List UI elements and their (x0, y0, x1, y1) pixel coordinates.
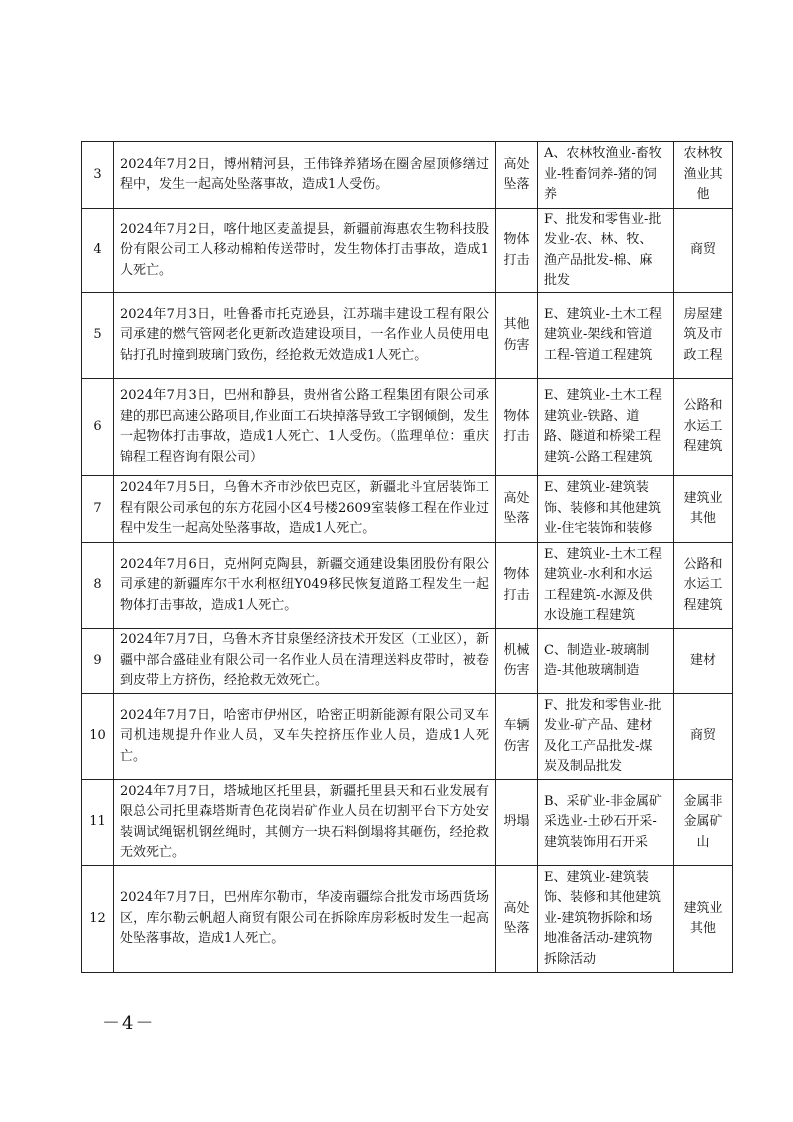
table-row (82, 543, 733, 629)
industry-classification: E、建筑业-建筑装饰、装修和其他建筑业-住宅装饰和装修 (538, 476, 674, 543)
row-number: 3 (82, 142, 114, 209)
industry-category: 公路和水运工程建筑 (674, 543, 733, 629)
row-number: 7 (82, 476, 114, 543)
row-number: 11 (82, 780, 114, 866)
industry-category: 建筑业其他 (674, 866, 733, 973)
accident-type: 物体打击 (496, 379, 538, 476)
accident-type: 物体打击 (496, 543, 538, 629)
accident-type: 车辆伤害 (496, 694, 538, 780)
table-row (82, 142, 733, 209)
accident-description: 2024年7月6日，克州阿克陶县，新疆交通建设集团股份有限公司承建的新疆库尔干水利枢纽Y049移民恢复道路工程发生一起物体打击事故，造成1人死亡。 (114, 543, 496, 629)
row-number: 5 (82, 293, 114, 379)
accident-description: 2024年7月5日，乌鲁木齐市沙依巴克区，新疆北斗宜居装饰工程有限公司承包的东方花园小区4号楼2609室装修工程在作业过程中发生一起高处坠落事故，造成1人死亡。 (114, 476, 496, 543)
industry-category: 商贸 (674, 694, 733, 780)
industry-classification: B、采矿业-非金属矿采选业-土砂石开采-建筑装饰用石开采 (538, 780, 674, 866)
table-row (82, 293, 733, 379)
row-number: 9 (82, 629, 114, 694)
industry-classification: E、建筑业-土木工程建筑业-铁路、道路、隧道和桥梁工程建筑-公路工程建筑 (538, 379, 674, 476)
row-number: 12 (82, 866, 114, 973)
row-number: 8 (82, 543, 114, 629)
industry-category: 建筑业其他 (674, 476, 733, 543)
page-number: －4－ (102, 1013, 156, 1034)
table-row (82, 866, 733, 973)
industry-classification: F、批发和零售业-批发业-农、林、牧、渔产品批发-棉、麻批发 (538, 209, 674, 293)
accident-description: 2024年7月2日，博州精河县，王伟锋养猪场在圈舍屋顶修缮过程中，发生一起高处坠落事故，造成1人受伤。 (114, 142, 496, 209)
accident-type: 高处坠落 (496, 866, 538, 973)
accident-description: 2024年7月7日，巴州库尔勒市，华凌南疆综合批发市场西货场区，库尔勒云帆超人商贸有限公司在拆除库房彩板时发生一起高处坠落事故，造成1人死亡。 (114, 866, 496, 973)
industry-classification: E、建筑业-建筑装饰、装修和其他建筑业-建筑物拆除和场地准备活动-建筑物拆除活动 (538, 866, 674, 973)
industry-category: 建材 (674, 629, 733, 694)
table-row (82, 780, 733, 866)
accident-description: 2024年7月7日，哈密市伊州区，哈密正明新能源有限公司叉车司机违规提升作业人员，叉车失控挤压作业人员，造成1人死亡。 (114, 694, 496, 780)
industry-classification: F、批发和零售业-批发业-矿产品、建材及化工产品批发-煤炭及制品批发 (538, 694, 674, 780)
accident-description: 2024年7月3日，吐鲁番市托克逊县，江苏瑞丰建设工程有限公司承建的燃气管网老化更新改造建设项目，一名作业人员使用电钻打孔时撞到玻璃门致伤，经抢救无效造成1人死亡。 (114, 293, 496, 379)
accident-type: 机械伤害 (496, 629, 538, 694)
accident-description: 2024年7月3日，巴州和静县，贵州省公路工程集团有限公司承建的那巴高速公路项目,作业面工石块掉落导致工字钢倾倒，发生一起物体打击事故，造成1人死亡、1人受伤。（监理单位：重庆锦程工程咨询有限公司） (114, 379, 496, 476)
industry-category: 公路和水运工程建筑 (674, 379, 733, 476)
accident-description: 2024年7月7日，塔城地区托里县，新疆托里县天和石业发展有限总公司托里森塔斯青色花岗岩矿作业人员在切割平台下方处安装调试绳锯机钢丝绳时，其侧方一块石料倒塌将其砸伤，经抢救无效死亡。 (114, 780, 496, 866)
accident-type: 其他伤害 (496, 293, 538, 379)
table-row (82, 694, 733, 780)
row-number: 4 (82, 209, 114, 293)
table-row (82, 379, 733, 476)
row-number: 6 (82, 379, 114, 476)
industry-category: 商贸 (674, 209, 733, 293)
accident-description: 2024年7月7日，乌鲁木齐甘泉堡经济技术开发区（工业区），新疆中部合盛硅业有限公司一名作业人员在清理送料皮带时，被卷到皮带上方挤伤，经抢救无效死亡。 (114, 629, 496, 694)
row-number: 10 (82, 694, 114, 780)
industry-classification: E、建筑业-土木工程建筑业-水利和水运工程建筑-水源及供水设施工程建筑 (538, 543, 674, 629)
industry-classification: A、农林牧渔业-畜牧业-牲畜饲养-猪的饲养 (538, 142, 674, 209)
accident-table (81, 141, 733, 973)
industry-category: 金属非金属矿山 (674, 780, 733, 866)
table-row (82, 209, 733, 293)
table-row (82, 476, 733, 543)
accident-type: 坍塌 (496, 780, 538, 866)
industry-classification: E、建筑业-土木工程建筑业-架线和管道工程-管道工程建筑 (538, 293, 674, 379)
industry-category: 农林牧渔业其他 (674, 142, 733, 209)
table-row (82, 629, 733, 694)
accident-description: 2024年7月2日，喀什地区麦盖提县，新疆前海惠农生物科技股份有限公司工人移动棉粕传送带时，发生物体打击事故，造成1人死亡。 (114, 209, 496, 293)
accident-type: 高处坠落 (496, 476, 538, 543)
accident-type: 高处坠落 (496, 142, 538, 209)
industry-category: 房屋建筑及市政工程 (674, 293, 733, 379)
industry-classification: C、制造业-玻璃制造-其他玻璃制造 (538, 629, 674, 694)
accident-type: 物体打击 (496, 209, 538, 293)
